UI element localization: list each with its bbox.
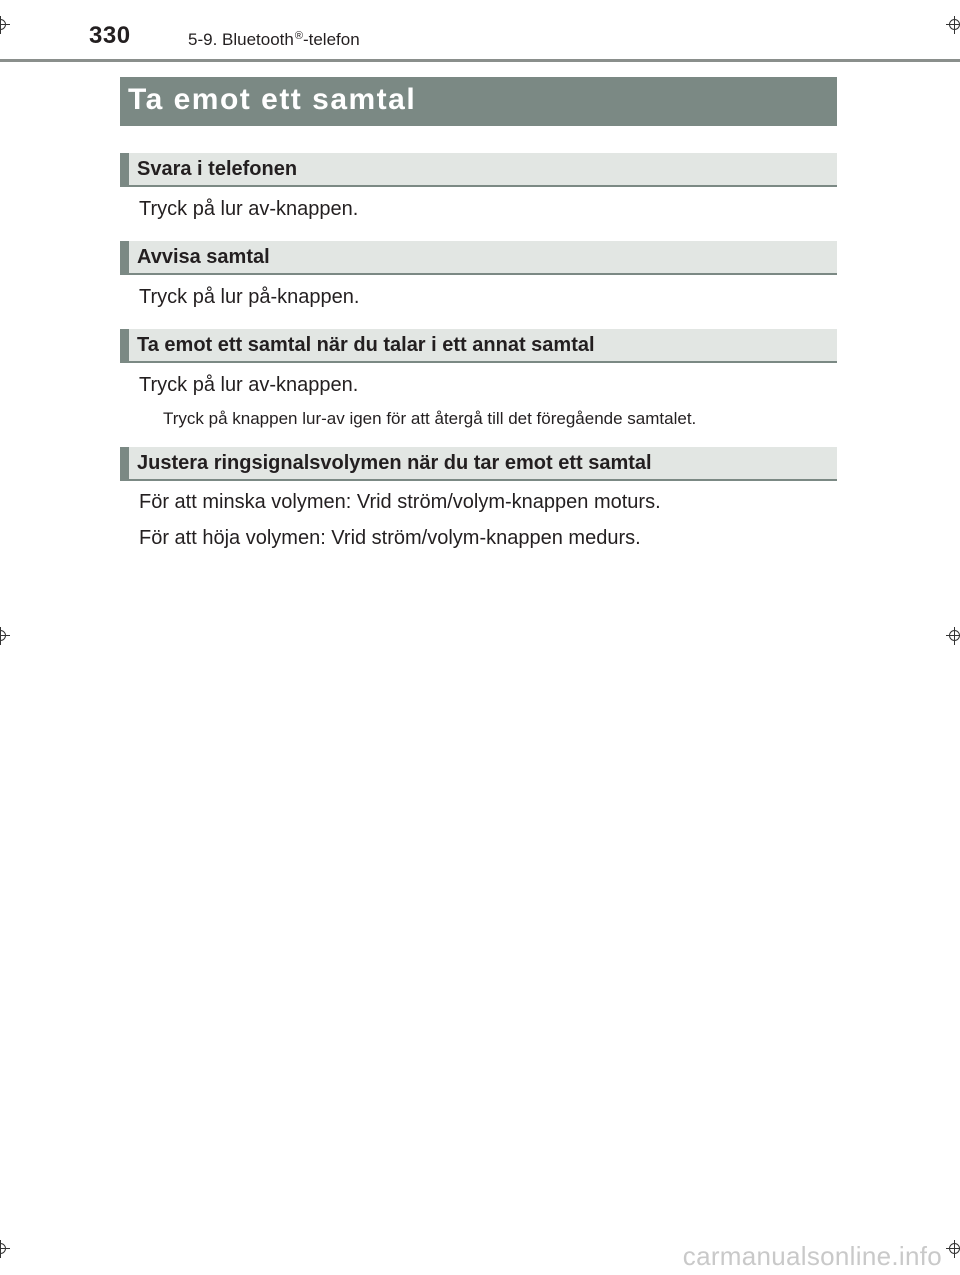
running-head — [188, 30, 360, 50]
note-call-waiting: Tryck på knappen lur-av igen för att återgå till det föregående samtalet. — [163, 409, 697, 428]
crop-mark-icon — [946, 16, 960, 34]
crop-mark-icon — [946, 627, 960, 645]
body-answer-line: Tryck på lur av-knappen. — [139, 198, 359, 220]
subheading-ring-volume: Justera ringsignalsvolymen när du tar emot ett samtal — [120, 447, 837, 481]
body-call-waiting-line: Tryck på lur av-knappen. — [139, 374, 359, 396]
body-volume-decrease: För att minska volymen: Vrid ström/volym-knappen moturs. — [139, 491, 661, 513]
crop-mark-icon — [0, 1240, 10, 1258]
body-volume-increase: För att höja volymen: Vrid ström/volym-knappen medurs. — [139, 527, 641, 549]
section-suffix: -telefon — [302, 30, 360, 49]
page-title: Ta emot ett samtal — [120, 77, 837, 126]
subheading-call-waiting: Ta emot ett samtal när du talar i ett annat samtal — [120, 329, 837, 363]
header-rule — [0, 59, 960, 62]
crop-mark-icon — [0, 627, 10, 645]
subheading-answer: Svara i telefonen — [120, 153, 837, 187]
watermark: carmanualsonline.info — [682, 1241, 942, 1271]
crop-mark-icon — [0, 16, 10, 34]
section-prefix: 5-9. Bluetooth — [188, 30, 294, 49]
body-decline-line: Tryck på lur på-knappen. — [139, 286, 360, 308]
crop-mark-icon — [946, 1240, 960, 1258]
page-number: 330 — [89, 22, 131, 49]
registered-mark: ® — [294, 30, 303, 42]
subheading-decline: Avvisa samtal — [120, 241, 837, 275]
